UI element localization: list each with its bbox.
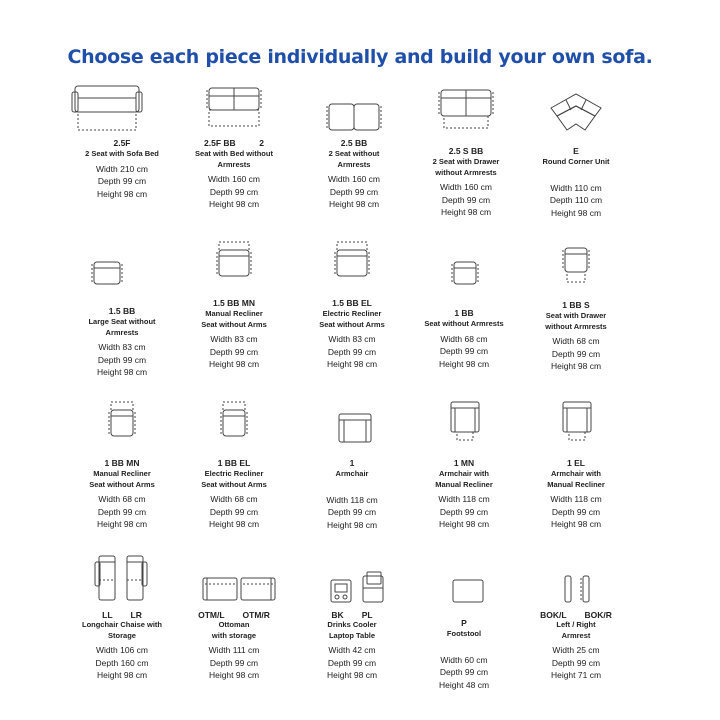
piece-depth: Depth 99 cm [97, 176, 147, 186]
seat-bed-no-arms-icon [179, 78, 289, 138]
piece-height: Height 98 cm [96, 367, 148, 377]
piece-depth: Depth 99 cm [551, 657, 601, 668]
cooler-table-icon [297, 550, 407, 610]
piece-card[interactable] [172, 398, 296, 531]
piece-card[interactable] [60, 78, 184, 200]
piece-width: Width 110 cm [550, 182, 602, 193]
piece-depth: Depth 99 cm [439, 346, 489, 356]
piece-depth: Depth 99 cm [209, 186, 259, 197]
piece-name: Seat with Drawer without Armrests [545, 311, 607, 331]
piece-width: Width 160 cm [440, 182, 492, 192]
piece-depth: Depth 99 cm [209, 506, 259, 517]
piece-height: Height 98 cm [208, 670, 260, 680]
piece-height: Height 98 cm [208, 519, 260, 529]
product-grid [60, 78, 680, 698]
piece-width: Width 118 cm [438, 494, 490, 504]
piece-name: 2 Seat without Armrests [328, 149, 380, 169]
piece-height: Height 71 cm [550, 670, 602, 680]
piece-height: Height 98 cm [326, 670, 378, 680]
piece-width: Width 210 cm [96, 163, 148, 174]
two-seat-drawer-icon [411, 86, 521, 146]
piece-width: Width 83 cm [210, 334, 258, 344]
piece-width: Width 160 cm [208, 174, 260, 184]
piece-name: Manual Recliner Seat without Arms [89, 469, 155, 489]
piece-name: Armchair with Manual Recliner [435, 469, 493, 489]
piece-code: 1 MN [453, 458, 475, 468]
piece-card[interactable] [60, 398, 184, 531]
piece-name: 2 Seat with Sofa Bed [85, 149, 159, 158]
page-title: Choose each piece individually and build your own sofa. [67, 46, 653, 68]
piece-width: Width 68 cm [552, 336, 600, 346]
piece-code: 2.5F BB 2 [204, 138, 264, 148]
piece-code: E [573, 146, 579, 156]
seat-drawer-icon [521, 240, 631, 300]
manual-recliner-icon [67, 398, 177, 458]
piece-code-alt: LR [130, 610, 142, 620]
piece-code: 1 BB MN [104, 458, 140, 468]
piece-card[interactable] [172, 78, 296, 211]
piece-name: Ottoman with storage [211, 620, 257, 640]
piece-height: Height 98 cm [326, 519, 378, 530]
piece-card[interactable] [172, 550, 296, 682]
piece-code-alt: BOK/R [584, 610, 612, 620]
piece-card[interactable] [60, 246, 184, 379]
piece-code: 2.5 BB [340, 138, 368, 148]
piece-height: Height 98 cm [550, 361, 602, 371]
piece-card[interactable] [290, 238, 414, 371]
piece-card[interactable] [404, 86, 528, 219]
piece-code: 1.5 BB MN [212, 298, 256, 308]
armchair-manual-icon [409, 398, 519, 458]
chaise-icon [67, 550, 177, 610]
piece-name: Armchair with Manual Recliner [547, 469, 605, 489]
piece-name: Longchair Chaise with Storage [81, 620, 162, 640]
piece-depth: Depth 99 cm [97, 354, 147, 365]
piece-height: Height 98 cm [326, 359, 378, 369]
piece-code: 1 BB EL [217, 458, 251, 468]
piece-width: Width 60 cm [440, 654, 488, 665]
piece-width: Width 160 cm [328, 174, 380, 184]
footstool-icon [409, 558, 519, 618]
piece-name: Armchair [335, 469, 369, 478]
piece-width: Width 83 cm [328, 334, 376, 344]
piece-width: Width 111 cm [208, 645, 260, 655]
electric-recliner-icon [179, 398, 289, 458]
piece-card[interactable] [514, 398, 638, 531]
piece-card[interactable] [514, 240, 638, 373]
piece-code-alt: OTM/R [242, 610, 270, 620]
piece-code: 1.5 BB EL [332, 298, 372, 308]
piece-depth: Depth 110 cm [549, 195, 603, 205]
piece-depth: Depth 99 cm [327, 657, 377, 668]
piece-height: Height 48 cm [438, 679, 490, 690]
piece-card[interactable] [514, 550, 638, 682]
seat-no-arms-icon [409, 248, 519, 308]
piece-name: Footstool [446, 629, 482, 638]
piece-depth: Depth 99 cm [551, 348, 601, 359]
piece-code: BK [331, 610, 344, 620]
piece-height: Height 98 cm [208, 359, 260, 369]
piece-width: Width 118 cm [550, 494, 602, 504]
piece-depth: Depth 160 cm [95, 657, 149, 668]
piece-width: Width 68 cm [440, 333, 488, 344]
piece-width: Width 68 cm [98, 494, 146, 504]
ottoman-icon [179, 550, 289, 610]
piece-code: 1 BB S [562, 300, 590, 310]
piece-code-alt: PL [361, 610, 373, 620]
piece-name: Electric Recliner Seat without Arms [319, 309, 385, 329]
piece-depth: Depth 99 cm [327, 507, 377, 517]
piece-depth: Depth 99 cm [97, 506, 147, 517]
piece-depth: Depth 99 cm [439, 667, 489, 677]
two-seat-no-arms-icon [299, 78, 409, 138]
piece-depth: Depth 99 cm [327, 346, 377, 357]
piece-width: Width 68 cm [210, 494, 258, 504]
piece-name: Large Seat without Armrests [88, 317, 156, 337]
piece-depth: Depth 99 cm [209, 657, 259, 668]
piece-width: Width 118 cm [326, 494, 378, 505]
piece-height: Height 98 cm [208, 199, 260, 209]
piece-code: 2.5F [113, 138, 131, 148]
piece-name: Drinks Cooler Laptop Table [327, 620, 377, 640]
piece-width: Width 106 cm [96, 645, 148, 655]
piece-height: Height 98 cm [438, 519, 490, 529]
piece-code: 2.5 S BB [448, 146, 484, 156]
piece-height: Height 98 cm [96, 188, 148, 199]
piece-depth: Depth 99 cm [329, 186, 379, 197]
piece-name: Seat with Bed without Armrests [195, 149, 273, 169]
piece-card[interactable] [290, 550, 414, 682]
sofa-bed-icon [67, 78, 177, 138]
piece-card[interactable] [290, 398, 414, 531]
piece-card[interactable] [514, 86, 638, 219]
piece-code: 1 EL [567, 458, 585, 468]
piece-height: Height 98 cm [438, 358, 490, 369]
piece-depth: Depth 99 cm [209, 346, 259, 357]
piece-height: Height 98 cm [550, 207, 602, 218]
piece-height: Height 98 cm [440, 207, 492, 217]
piece-width: Width 83 cm [98, 342, 146, 352]
piece-card[interactable] [402, 398, 526, 531]
piece-name: Left / Right Armrest [556, 620, 596, 640]
piece-depth: Depth 99 cm [439, 506, 489, 517]
piece-code: 1 [349, 458, 355, 468]
piece-height: Height 98 cm [328, 199, 380, 209]
piece-code: P [461, 618, 467, 628]
piece-name: Electric Recliner Seat without Arms [201, 469, 267, 489]
armchair-electric-icon [521, 398, 631, 458]
piece-card[interactable] [172, 238, 296, 371]
piece-card[interactable] [402, 248, 526, 370]
piece-code: 1 BB [454, 308, 474, 318]
armchair-icon [297, 398, 407, 458]
large-seat-icon [67, 246, 177, 306]
piece-name: Manual Recliner Seat without Arms [201, 309, 267, 329]
round-corner-icon [521, 86, 631, 146]
piece-code: OTM/L [198, 610, 225, 620]
piece-depth: Depth 99 cm [441, 194, 491, 205]
piece-name: Seat without Armrests [424, 319, 504, 328]
piece-code: 1.5 BB [108, 306, 136, 316]
piece-card[interactable] [292, 78, 416, 211]
electric-recliner-large-icon [297, 238, 407, 298]
piece-width: Width 25 cm [552, 645, 600, 655]
piece-depth: Depth 99 cm [551, 506, 601, 517]
piece-code: LL [102, 610, 113, 620]
piece-height: Height 98 cm [96, 670, 148, 680]
armrest-icon [521, 550, 631, 610]
piece-card[interactable] [60, 550, 184, 682]
piece-height: Height 98 cm [96, 519, 148, 529]
piece-code: BOK/L [540, 610, 567, 620]
piece-card[interactable] [402, 558, 526, 691]
manual-recliner-large-icon [179, 238, 289, 298]
piece-name: Round Corner Unit [542, 157, 610, 166]
piece-height: Height 98 cm [550, 519, 602, 529]
piece-name: 2 Seat with Drawer without Armrests [432, 157, 500, 177]
piece-width: Width 42 cm [328, 645, 376, 655]
